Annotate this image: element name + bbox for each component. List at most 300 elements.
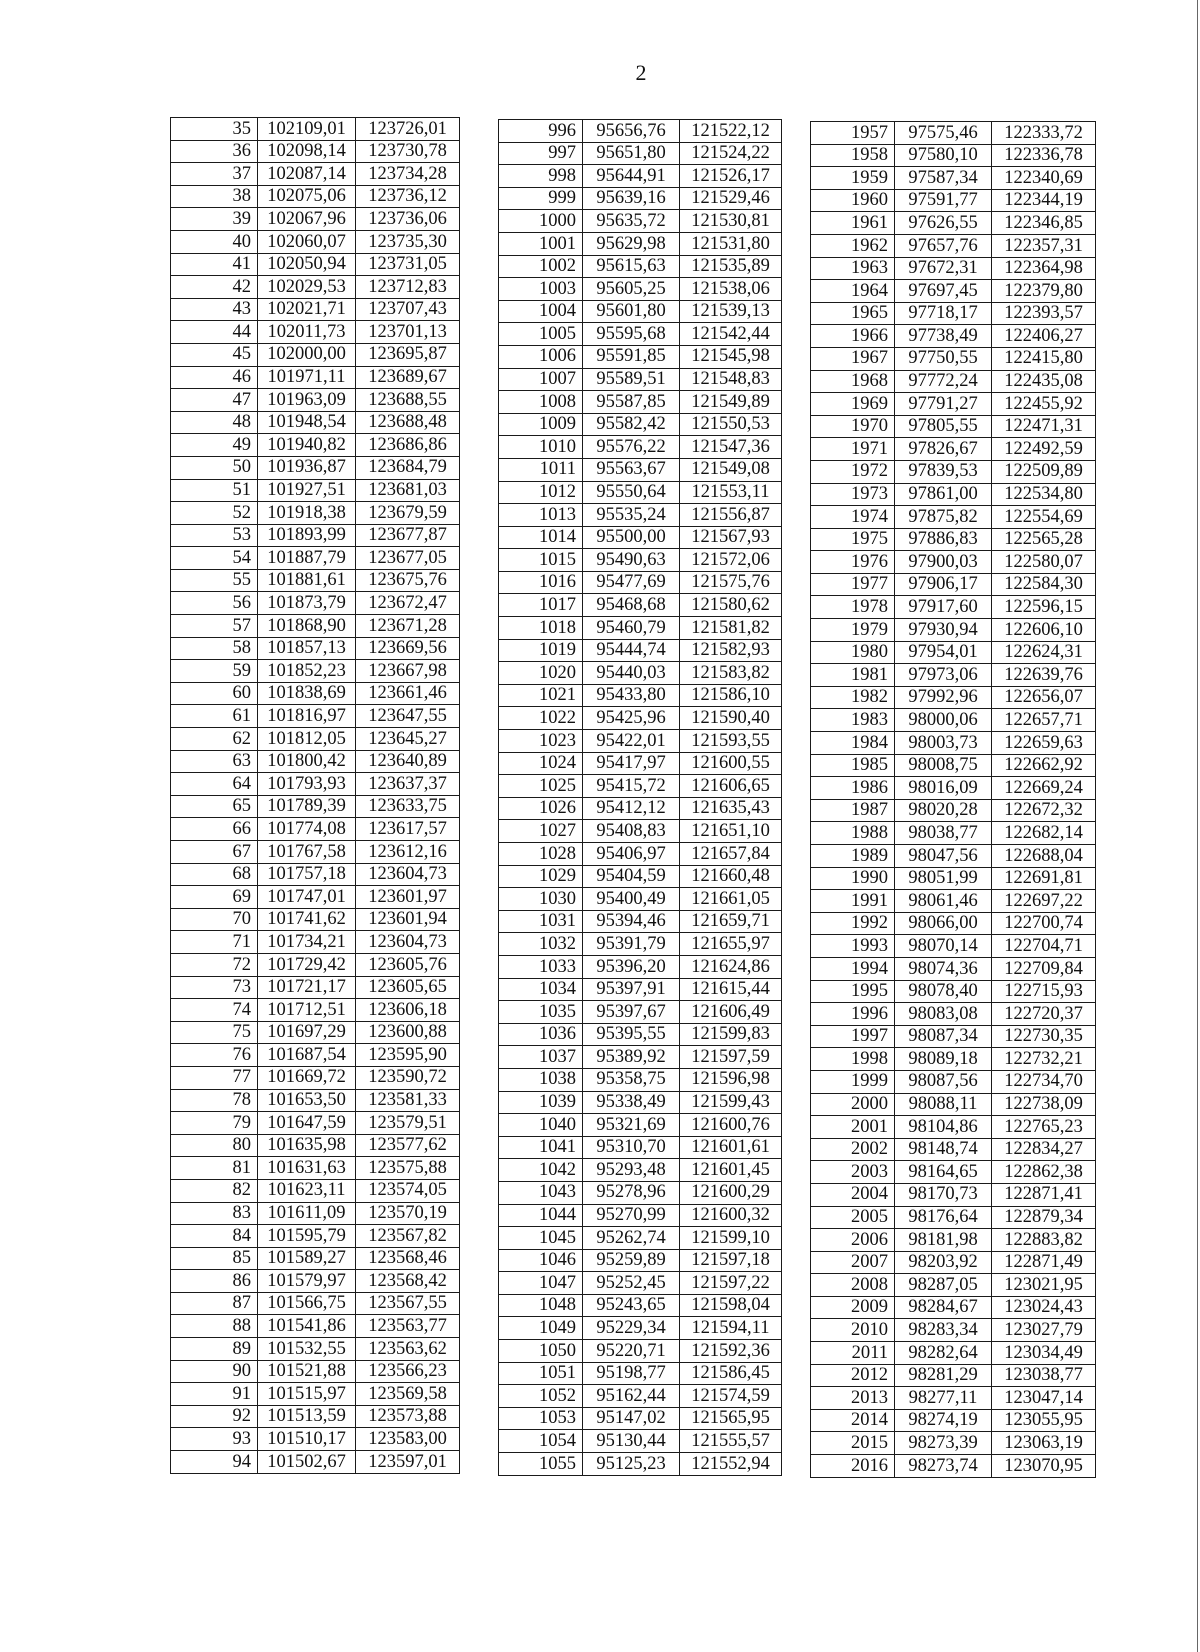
point-number-cell: 42 xyxy=(171,276,258,299)
point-number-cell: 2004 xyxy=(811,1183,895,1206)
y-coordinate-cell: 121660,48 xyxy=(680,865,782,888)
point-number-cell: 1006 xyxy=(499,345,583,368)
x-coordinate-cell: 95415,72 xyxy=(583,775,680,798)
y-coordinate-cell: 123677,87 xyxy=(356,524,460,547)
table-row xyxy=(811,257,1096,280)
y-coordinate-cell: 122471,31 xyxy=(992,415,1096,438)
x-coordinate-cell: 98181,98 xyxy=(895,1229,992,1252)
y-coordinate-cell: 123038,77 xyxy=(992,1364,1096,1387)
table-row xyxy=(499,1023,782,1046)
y-coordinate-cell: 121526,17 xyxy=(680,165,782,188)
table-row xyxy=(811,370,1096,393)
table-row xyxy=(171,502,460,525)
y-coordinate-cell: 122879,34 xyxy=(992,1206,1096,1229)
x-coordinate-cell: 98038,77 xyxy=(895,822,992,845)
x-coordinate-cell: 95535,24 xyxy=(583,504,680,527)
table-row xyxy=(499,910,782,933)
x-coordinate-cell: 97718,17 xyxy=(895,302,992,325)
x-coordinate-cell: 98164,65 xyxy=(895,1161,992,1184)
x-coordinate-cell: 101515,97 xyxy=(258,1383,356,1406)
table-row xyxy=(499,120,782,143)
x-coordinate-cell: 97805,55 xyxy=(895,415,992,438)
point-number-cell: 1037 xyxy=(499,1046,583,1069)
x-coordinate-cell: 95587,85 xyxy=(583,391,680,414)
x-coordinate-cell: 95595,68 xyxy=(583,323,680,346)
x-coordinate-cell: 97992,96 xyxy=(895,686,992,709)
y-coordinate-cell: 123070,95 xyxy=(992,1455,1096,1478)
point-number-cell: 82 xyxy=(171,1179,258,1202)
y-coordinate-cell: 122700,74 xyxy=(992,912,1096,935)
table-row xyxy=(171,1157,460,1180)
table-row xyxy=(171,682,460,705)
y-coordinate-cell: 121524,22 xyxy=(680,142,782,165)
y-coordinate-cell: 123612,16 xyxy=(356,841,460,864)
y-coordinate-cell: 123604,73 xyxy=(356,931,460,954)
point-number-cell: 1051 xyxy=(499,1362,583,1385)
table-row xyxy=(171,343,460,366)
point-number-cell: 1046 xyxy=(499,1249,583,1272)
point-number-cell: 45 xyxy=(171,343,258,366)
point-number-cell: 1994 xyxy=(811,957,895,980)
point-number-cell: 85 xyxy=(171,1247,258,1270)
point-number-cell: 55 xyxy=(171,569,258,592)
point-number-cell: 1004 xyxy=(499,300,583,323)
y-coordinate-cell: 123647,55 xyxy=(356,705,460,728)
table-row xyxy=(811,1229,1096,1252)
table-row xyxy=(499,504,782,527)
table-row xyxy=(171,1112,460,1135)
x-coordinate-cell: 101687,54 xyxy=(258,1044,356,1067)
table-row xyxy=(171,1179,460,1202)
table-row xyxy=(811,483,1096,506)
table-row xyxy=(499,1204,782,1227)
y-coordinate-cell: 122709,84 xyxy=(992,957,1096,980)
y-coordinate-cell: 122379,80 xyxy=(992,280,1096,303)
x-coordinate-cell: 98003,73 xyxy=(895,732,992,755)
x-coordinate-cell: 95243,65 xyxy=(583,1294,680,1317)
x-coordinate-cell: 98284,67 xyxy=(895,1296,992,1319)
table-row xyxy=(811,1003,1096,1026)
table-row xyxy=(499,1249,782,1272)
y-coordinate-cell: 122672,32 xyxy=(992,799,1096,822)
x-coordinate-cell: 101697,29 xyxy=(258,1021,356,1044)
table-row xyxy=(499,436,782,459)
table-row xyxy=(811,506,1096,529)
y-coordinate-cell: 122720,37 xyxy=(992,1003,1096,1026)
table-row xyxy=(499,1407,782,1430)
table-row xyxy=(499,707,782,730)
point-number-cell: 92 xyxy=(171,1405,258,1428)
table-row xyxy=(811,1455,1096,1478)
table-row xyxy=(171,298,460,321)
x-coordinate-cell: 98104,86 xyxy=(895,1116,992,1139)
table-row xyxy=(171,615,460,638)
table-row xyxy=(499,549,782,572)
point-number-cell: 1981 xyxy=(811,664,895,687)
y-coordinate-cell: 122584,30 xyxy=(992,573,1096,596)
y-coordinate-cell: 123701,13 xyxy=(356,321,460,344)
table-row xyxy=(811,619,1096,642)
x-coordinate-cell: 98083,08 xyxy=(895,1003,992,1026)
point-number-cell: 1000 xyxy=(499,210,583,233)
point-number-cell: 997 xyxy=(499,142,583,165)
x-coordinate-cell: 98051,99 xyxy=(895,867,992,890)
table-row xyxy=(811,528,1096,551)
point-number-cell: 1033 xyxy=(499,955,583,978)
point-number-cell: 1041 xyxy=(499,1136,583,1159)
table-row xyxy=(171,953,460,976)
point-number-cell: 1043 xyxy=(499,1181,583,1204)
x-coordinate-cell: 95601,80 xyxy=(583,300,680,323)
point-number-cell: 35 xyxy=(171,118,258,141)
x-coordinate-cell: 95338,49 xyxy=(583,1091,680,1114)
point-number-cell: 1965 xyxy=(811,302,895,325)
point-number-cell: 81 xyxy=(171,1157,258,1180)
y-coordinate-cell: 121522,12 xyxy=(680,120,782,143)
x-coordinate-cell: 97738,49 xyxy=(895,325,992,348)
point-number-cell: 1049 xyxy=(499,1317,583,1340)
x-coordinate-cell: 102067,96 xyxy=(258,208,356,231)
x-coordinate-cell: 97750,55 xyxy=(895,347,992,370)
x-coordinate-cell: 101669,72 xyxy=(258,1066,356,1089)
point-number-cell: 1995 xyxy=(811,980,895,1003)
point-number-cell: 89 xyxy=(171,1338,258,1361)
point-number-cell: 1998 xyxy=(811,1048,895,1071)
point-number-cell: 62 xyxy=(171,728,258,751)
y-coordinate-cell: 123726,01 xyxy=(356,118,460,141)
table-row xyxy=(811,1342,1096,1365)
table-row xyxy=(171,1270,460,1293)
table-row xyxy=(811,890,1096,913)
table-row xyxy=(811,234,1096,257)
point-number-cell: 1020 xyxy=(499,662,583,685)
y-coordinate-cell: 121542,44 xyxy=(680,323,782,346)
y-coordinate-cell: 122732,21 xyxy=(992,1048,1096,1071)
coordinates-table-1 xyxy=(170,117,460,1474)
x-coordinate-cell: 95422,01 xyxy=(583,730,680,753)
x-coordinate-cell: 97626,55 xyxy=(895,212,992,235)
table-row xyxy=(811,393,1096,416)
table-row xyxy=(499,1114,782,1137)
table-row xyxy=(811,980,1096,1003)
x-coordinate-cell: 95644,91 xyxy=(583,165,680,188)
y-coordinate-cell: 123577,62 xyxy=(356,1134,460,1157)
x-coordinate-cell: 95412,12 xyxy=(583,797,680,820)
y-coordinate-cell: 122435,08 xyxy=(992,370,1096,393)
y-coordinate-cell: 123605,65 xyxy=(356,976,460,999)
x-coordinate-cell: 95130,44 xyxy=(583,1430,680,1453)
x-coordinate-cell: 101579,97 xyxy=(258,1270,356,1293)
x-coordinate-cell: 101502,67 xyxy=(258,1451,356,1474)
point-number-cell: 2015 xyxy=(811,1432,895,1455)
point-number-cell: 1986 xyxy=(811,777,895,800)
y-coordinate-cell: 121553,11 xyxy=(680,481,782,504)
point-number-cell: 41 xyxy=(171,253,258,276)
table-row xyxy=(811,935,1096,958)
table-row xyxy=(811,122,1096,145)
x-coordinate-cell: 97580,10 xyxy=(895,144,992,167)
x-coordinate-cell: 95629,98 xyxy=(583,232,680,255)
point-number-cell: 43 xyxy=(171,298,258,321)
y-coordinate-cell: 123055,95 xyxy=(992,1409,1096,1432)
y-coordinate-cell: 121600,29 xyxy=(680,1181,782,1204)
point-number-cell: 1017 xyxy=(499,594,583,617)
table-row xyxy=(171,728,460,751)
y-coordinate-cell: 121600,32 xyxy=(680,1204,782,1227)
table-row xyxy=(171,1089,460,1112)
y-coordinate-cell: 123671,28 xyxy=(356,615,460,638)
point-number-cell: 1973 xyxy=(811,483,895,506)
y-coordinate-cell: 123736,06 xyxy=(356,208,460,231)
y-coordinate-cell: 123024,43 xyxy=(992,1296,1096,1319)
table-row xyxy=(499,1136,782,1159)
point-number-cell: 39 xyxy=(171,208,258,231)
x-coordinate-cell: 102087,14 xyxy=(258,163,356,186)
x-coordinate-cell: 101589,27 xyxy=(258,1247,356,1270)
y-coordinate-cell: 123645,27 xyxy=(356,728,460,751)
x-coordinate-cell: 95270,99 xyxy=(583,1204,680,1227)
table-row xyxy=(499,955,782,978)
point-number-cell: 70 xyxy=(171,908,258,931)
point-number-cell: 50 xyxy=(171,456,258,479)
table-row xyxy=(171,1066,460,1089)
x-coordinate-cell: 101595,79 xyxy=(258,1225,356,1248)
y-coordinate-cell: 121549,89 xyxy=(680,391,782,414)
table-row xyxy=(811,732,1096,755)
point-number-cell: 1035 xyxy=(499,1001,583,1024)
x-coordinate-cell: 101868,90 xyxy=(258,615,356,638)
x-coordinate-cell: 95639,16 xyxy=(583,187,680,210)
x-coordinate-cell: 95477,69 xyxy=(583,571,680,594)
y-coordinate-cell: 123566,23 xyxy=(356,1360,460,1383)
y-coordinate-cell: 122871,41 xyxy=(992,1183,1096,1206)
point-number-cell: 1024 xyxy=(499,752,583,775)
y-coordinate-cell: 122580,07 xyxy=(992,551,1096,574)
y-coordinate-cell: 123661,46 xyxy=(356,682,460,705)
y-coordinate-cell: 121599,10 xyxy=(680,1227,782,1250)
point-number-cell: 1055 xyxy=(499,1453,583,1476)
x-coordinate-cell: 95408,83 xyxy=(583,820,680,843)
x-coordinate-cell: 98283,34 xyxy=(895,1319,992,1342)
scan-edge-line xyxy=(1197,0,1199,1652)
coordinates-table-2 xyxy=(498,119,782,1476)
x-coordinate-cell: 98176,64 xyxy=(895,1206,992,1229)
point-number-cell: 1042 xyxy=(499,1159,583,1182)
x-coordinate-cell: 98281,29 xyxy=(895,1364,992,1387)
point-number-cell: 68 xyxy=(171,863,258,886)
point-number-cell: 93 xyxy=(171,1428,258,1451)
y-coordinate-cell: 123567,82 xyxy=(356,1225,460,1248)
y-coordinate-cell: 122606,10 xyxy=(992,619,1096,642)
x-coordinate-cell: 98087,34 xyxy=(895,1025,992,1048)
y-coordinate-cell: 121548,83 xyxy=(680,368,782,391)
y-coordinate-cell: 122333,72 xyxy=(992,122,1096,145)
point-number-cell: 1026 xyxy=(499,797,583,820)
x-coordinate-cell: 95656,76 xyxy=(583,120,680,143)
y-coordinate-cell: 121657,84 xyxy=(680,843,782,866)
point-number-cell: 36 xyxy=(171,140,258,163)
y-coordinate-cell: 123730,78 xyxy=(356,140,460,163)
point-number-cell: 1979 xyxy=(811,619,895,642)
y-coordinate-cell: 123579,51 xyxy=(356,1112,460,1135)
point-number-cell: 1010 xyxy=(499,436,583,459)
x-coordinate-cell: 95563,67 xyxy=(583,458,680,481)
y-coordinate-cell: 121661,05 xyxy=(680,888,782,911)
point-number-cell: 91 xyxy=(171,1383,258,1406)
y-coordinate-cell: 123574,05 xyxy=(356,1179,460,1202)
x-coordinate-cell: 98070,14 xyxy=(895,935,992,958)
y-coordinate-cell: 122669,24 xyxy=(992,777,1096,800)
table-row xyxy=(171,1405,460,1428)
point-number-cell: 1027 xyxy=(499,820,583,843)
y-coordinate-cell: 122554,69 xyxy=(992,506,1096,529)
point-number-cell: 1045 xyxy=(499,1227,583,1250)
table-row xyxy=(499,300,782,323)
table-row xyxy=(499,391,782,414)
x-coordinate-cell: 101838,69 xyxy=(258,682,356,705)
y-coordinate-cell: 121651,10 xyxy=(680,820,782,843)
point-number-cell: 78 xyxy=(171,1089,258,1112)
x-coordinate-cell: 101800,42 xyxy=(258,750,356,773)
table-row xyxy=(811,596,1096,619)
point-number-cell: 2014 xyxy=(811,1409,895,1432)
table-row xyxy=(171,1202,460,1225)
table-row xyxy=(171,118,460,141)
table-row xyxy=(171,886,460,909)
table-row xyxy=(811,1409,1096,1432)
y-coordinate-cell: 122697,22 xyxy=(992,890,1096,913)
table-row xyxy=(811,777,1096,800)
point-number-cell: 1958 xyxy=(811,144,895,167)
point-number-cell: 90 xyxy=(171,1360,258,1383)
table-row xyxy=(499,232,782,255)
point-number-cell: 1985 xyxy=(811,754,895,777)
point-number-cell: 1964 xyxy=(811,280,895,303)
table-row xyxy=(171,411,460,434)
table-row xyxy=(171,321,460,344)
x-coordinate-cell: 101852,23 xyxy=(258,660,356,683)
table-row xyxy=(811,1025,1096,1048)
table-row xyxy=(171,908,460,931)
x-coordinate-cell: 98273,39 xyxy=(895,1432,992,1455)
y-coordinate-cell: 122565,28 xyxy=(992,528,1096,551)
x-coordinate-cell: 101541,86 xyxy=(258,1315,356,1338)
table-row xyxy=(499,752,782,775)
x-coordinate-cell: 101963,09 xyxy=(258,389,356,412)
table-row xyxy=(171,1134,460,1157)
table-row xyxy=(499,413,782,436)
y-coordinate-cell: 123034,49 xyxy=(992,1342,1096,1365)
point-number-cell: 2010 xyxy=(811,1319,895,1342)
y-coordinate-cell: 122691,81 xyxy=(992,867,1096,890)
table-row xyxy=(171,1247,460,1270)
table-row xyxy=(499,888,782,911)
y-coordinate-cell: 121555,57 xyxy=(680,1430,782,1453)
y-coordinate-cell: 123633,75 xyxy=(356,795,460,818)
point-number-cell: 1969 xyxy=(811,393,895,416)
x-coordinate-cell: 101971,11 xyxy=(258,366,356,389)
table-row xyxy=(171,999,460,1022)
table-row xyxy=(171,185,460,208)
x-coordinate-cell: 101510,17 xyxy=(258,1428,356,1451)
point-number-cell: 2001 xyxy=(811,1116,895,1139)
point-number-cell: 1957 xyxy=(811,122,895,145)
table-row xyxy=(811,1183,1096,1206)
x-coordinate-cell: 98074,36 xyxy=(895,957,992,980)
y-coordinate-cell: 123600,88 xyxy=(356,1021,460,1044)
point-number-cell: 83 xyxy=(171,1202,258,1225)
x-coordinate-cell: 97575,46 xyxy=(895,122,992,145)
y-coordinate-cell: 123568,46 xyxy=(356,1247,460,1270)
table-row xyxy=(499,187,782,210)
point-number-cell: 63 xyxy=(171,750,258,773)
point-number-cell: 40 xyxy=(171,230,258,253)
y-coordinate-cell: 123640,89 xyxy=(356,750,460,773)
y-coordinate-cell: 123063,19 xyxy=(992,1432,1096,1455)
x-coordinate-cell: 101635,98 xyxy=(258,1134,356,1157)
table-row xyxy=(499,820,782,843)
point-number-cell: 60 xyxy=(171,682,258,705)
x-coordinate-cell: 98008,75 xyxy=(895,754,992,777)
point-number-cell: 1982 xyxy=(811,686,895,709)
y-coordinate-cell: 123686,86 xyxy=(356,434,460,457)
table-row xyxy=(499,1227,782,1250)
point-number-cell: 84 xyxy=(171,1225,258,1248)
point-number-cell: 1970 xyxy=(811,415,895,438)
table-row xyxy=(499,458,782,481)
point-number-cell: 1966 xyxy=(811,325,895,348)
x-coordinate-cell: 97900,03 xyxy=(895,551,992,574)
table-row xyxy=(811,325,1096,348)
table-row xyxy=(811,189,1096,212)
y-coordinate-cell: 122455,92 xyxy=(992,393,1096,416)
table-row xyxy=(811,822,1096,845)
table-row xyxy=(171,841,460,864)
table-row xyxy=(811,1274,1096,1297)
table-row xyxy=(171,569,460,592)
point-number-cell: 52 xyxy=(171,502,258,525)
x-coordinate-cell: 95358,75 xyxy=(583,1068,680,1091)
y-coordinate-cell: 123681,03 xyxy=(356,479,460,502)
x-coordinate-cell: 102029,53 xyxy=(258,276,356,299)
y-coordinate-cell: 123601,97 xyxy=(356,886,460,909)
x-coordinate-cell: 95425,96 xyxy=(583,707,680,730)
y-coordinate-cell: 121549,08 xyxy=(680,458,782,481)
y-coordinate-cell: 122704,71 xyxy=(992,935,1096,958)
table-row xyxy=(171,434,460,457)
x-coordinate-cell: 97973,06 xyxy=(895,664,992,687)
table-row xyxy=(811,302,1096,325)
x-coordinate-cell: 101647,59 xyxy=(258,1112,356,1135)
x-coordinate-cell: 101918,38 xyxy=(258,502,356,525)
x-coordinate-cell: 101789,39 xyxy=(258,795,356,818)
table-row xyxy=(811,167,1096,190)
y-coordinate-cell: 122765,23 xyxy=(992,1116,1096,1139)
point-number-cell: 71 xyxy=(171,931,258,954)
table-row xyxy=(171,795,460,818)
table-row xyxy=(811,551,1096,574)
y-coordinate-cell: 123707,43 xyxy=(356,298,460,321)
x-coordinate-cell: 101532,55 xyxy=(258,1338,356,1361)
x-coordinate-cell: 101513,59 xyxy=(258,1405,356,1428)
x-coordinate-cell: 95550,64 xyxy=(583,481,680,504)
y-coordinate-cell: 121580,62 xyxy=(680,594,782,617)
point-number-cell: 1050 xyxy=(499,1340,583,1363)
table-row xyxy=(499,323,782,346)
table-row xyxy=(499,662,782,685)
x-coordinate-cell: 97672,31 xyxy=(895,257,992,280)
x-coordinate-cell: 101623,11 xyxy=(258,1179,356,1202)
